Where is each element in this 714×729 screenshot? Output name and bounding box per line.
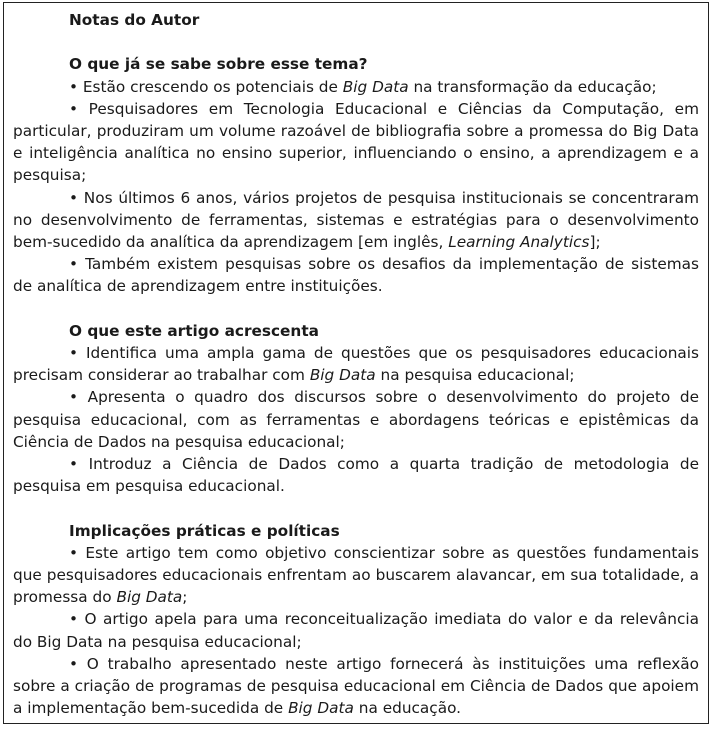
bullet-item (13, 653, 699, 720)
bullet-text: • O trabalho apresentado neste artigo fornecerá às instituições uma reflexão sobre a criação de programas de pesquisa educacional em Ciência de Dados que apoiem a implementação bem-sucedida de (13, 654, 699, 718)
bullet-item (13, 542, 699, 609)
bullet-text: • Nos últimos 6 anos, vários projetos de pesquisa institucionais se concentraram no desenvolvimento de ferramentas, sistemas e estratégias para o desenvolvimento bem-sucedido da analítica da aprendizagem [em inglês, (13, 188, 699, 251)
bullet-item (13, 608, 699, 652)
bullet-text: na educação. (353, 699, 462, 718)
bullet-item (13, 453, 699, 497)
bullet-text: • Estão crescendo os potenciais de (69, 77, 343, 96)
section-heading: O que este artigo acrescenta (69, 321, 319, 340)
bullet-text: • Também existem pesquisas sobre os desafios da implementação de sistemas de analítica de aprendizagem entre instituições. (13, 255, 699, 296)
section-heading: O que já se sabe sobre esse tema? (69, 55, 368, 74)
bullet-text: • Apresenta o quadro dos discursos sobre o desenvolvimento do projeto de pesquisa educacional, com as ferramentas e abordagens teóricas e epistêmicas da Ciência de Dados na pesquisa educacional; (13, 388, 699, 451)
bullet-text: • Este artigo tem como objetivo conscientizar sobre as questões fundamentais que pesquisadores educacionais enfrentam ao buscarem alavancar, em sua totalidade, a promessa do (13, 543, 699, 607)
bullet-item (13, 253, 699, 297)
notes-section (13, 53, 699, 297)
italic-term: Learning Analytics (448, 233, 590, 251)
bullet-text: na pesquisa educacional; (375, 366, 575, 385)
italic-term: Big Data (342, 77, 409, 96)
bullet-item (13, 342, 699, 386)
section-heading: Implicações práticas e políticas (69, 521, 340, 540)
italic-term: Big Data (288, 699, 354, 718)
bullet-item (13, 98, 699, 187)
bullet-item (13, 386, 699, 453)
notes-sections (13, 53, 699, 719)
italic-term: Big Data (309, 366, 376, 385)
bullet-text: ; (182, 588, 188, 607)
bullet-text: na transformação da educação; (408, 77, 657, 96)
notes-section (13, 320, 699, 498)
bullet-text: • O artigo apela para uma reconceitualização imediata do valor e da relevância do Big Data na pesquisa educacional; (13, 610, 699, 651)
notes-title: Notas do Autor (69, 11, 200, 29)
bullet-text: • Introduz a Ciência de Dados como a quarta tradição de metodologia de pesquisa em pesquisa educacional. (13, 455, 699, 496)
bullet-text: ]; (589, 233, 601, 251)
notes-section (13, 520, 699, 720)
author-notes-box (3, 2, 709, 724)
bullet-item (13, 187, 699, 254)
bullet-item (13, 76, 699, 98)
italic-term: Big Data (116, 588, 183, 607)
bullet-text: • Pesquisadores em Tecnologia Educacional e Ciências da Computação, em particular, produziram um volume razoável de bibliografia sobre a promessa do Big Data e inteligência analítica no ensino superior, influenciando o ensino, a aprendizagem e a pesquisa; (13, 99, 699, 185)
bullet-text: • Identifica uma ampla gama de questões que os pesquisadores educacionais precisam considerar ao trabalhar com (13, 344, 699, 385)
